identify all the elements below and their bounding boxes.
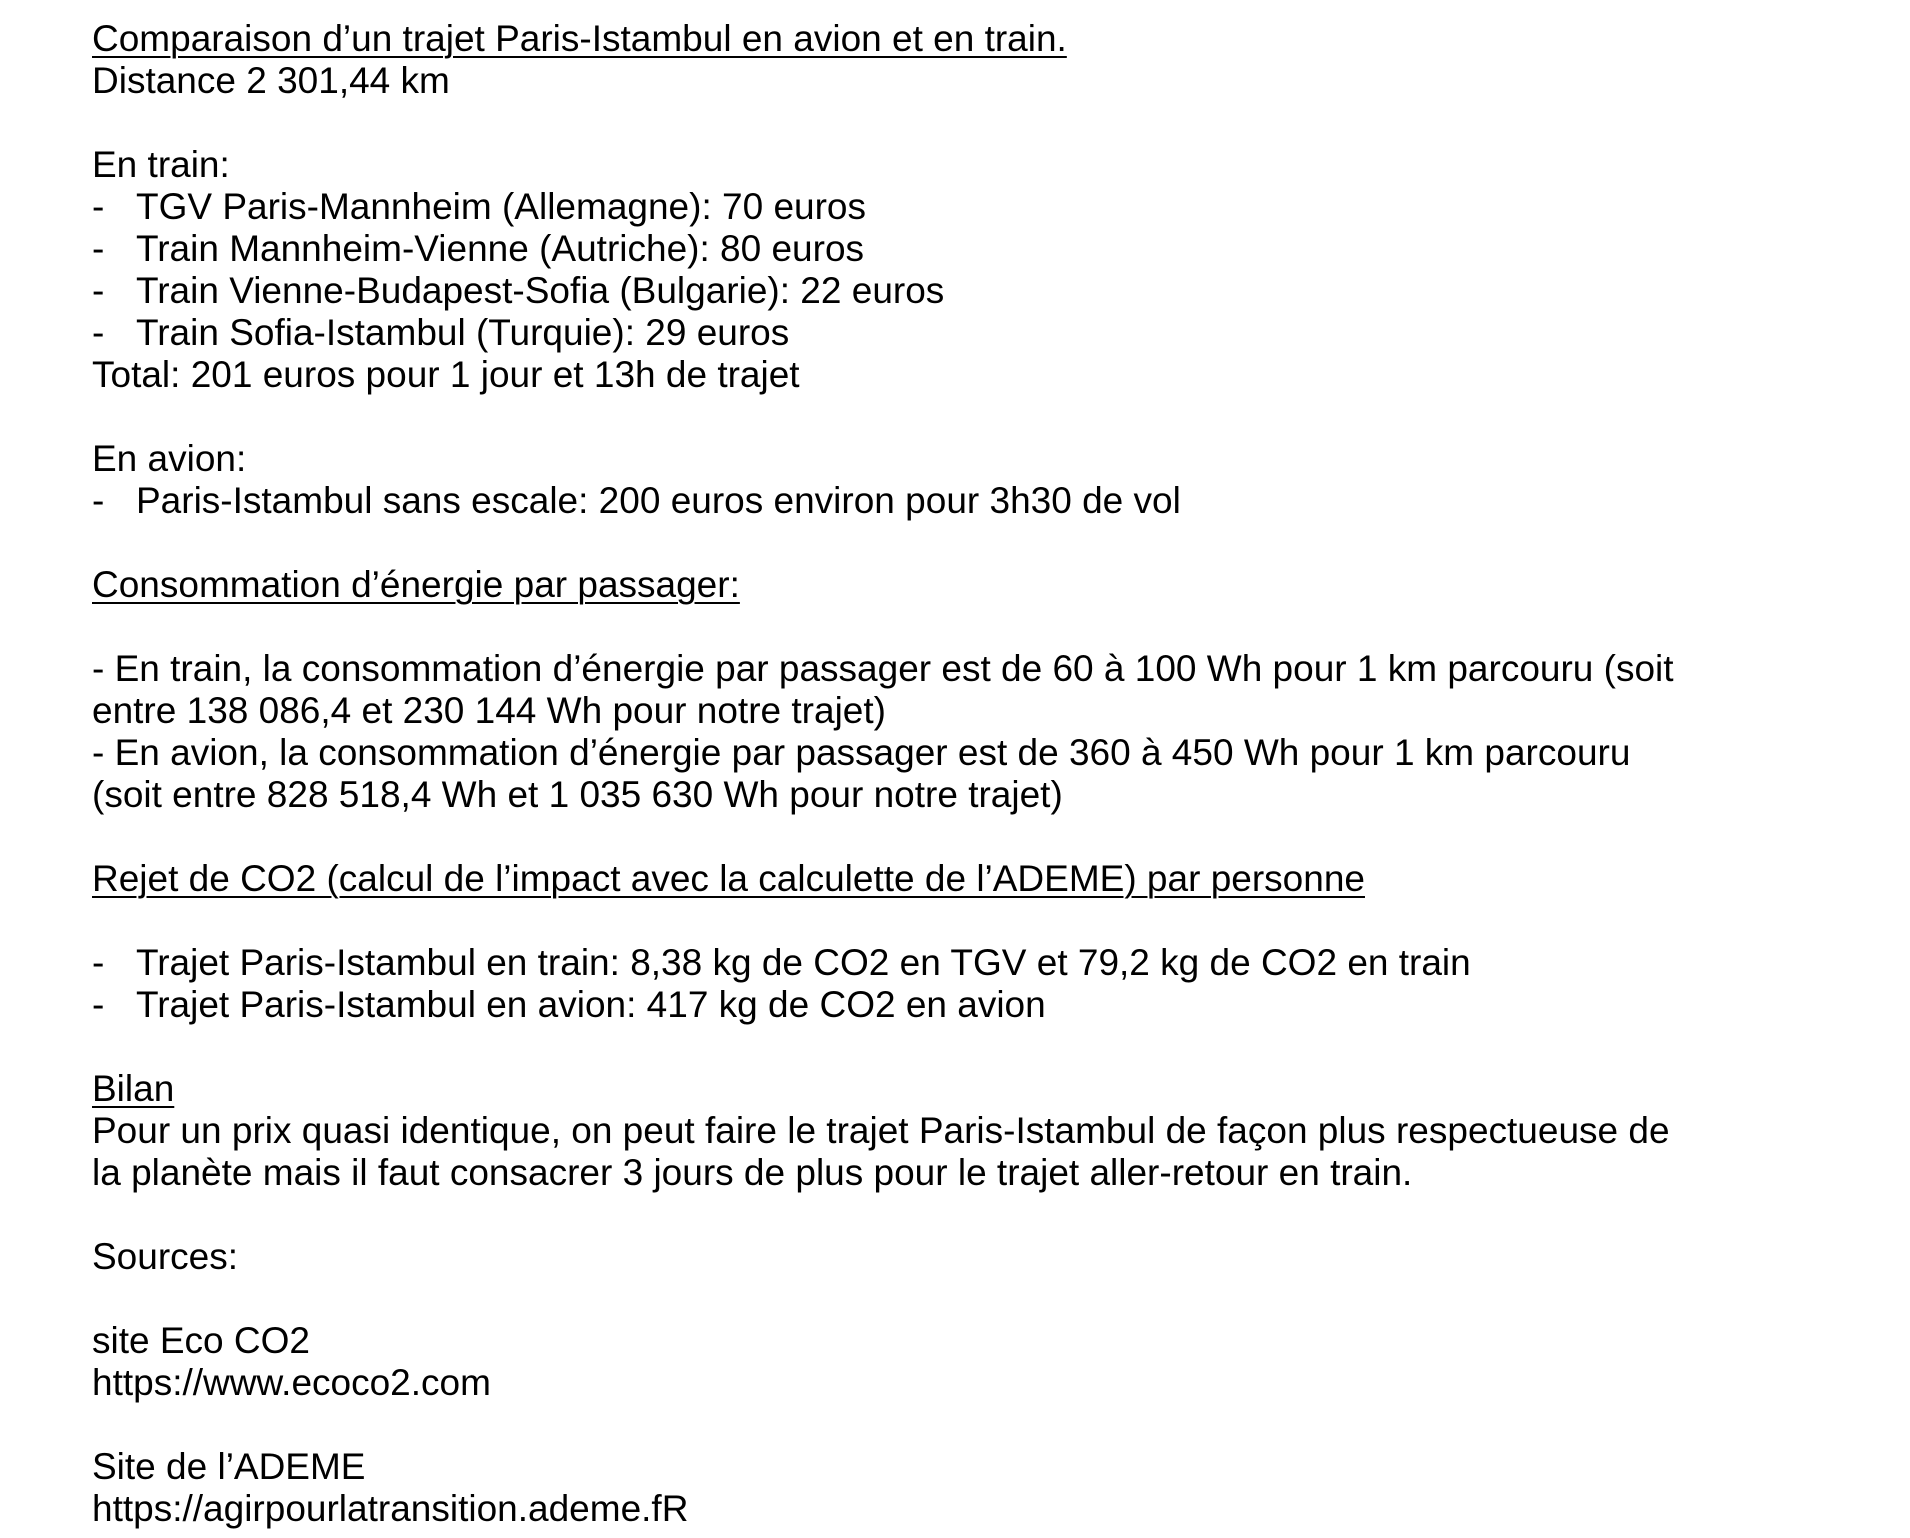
list-item bbox=[92, 228, 1872, 270]
document-title: Comparaison d’un trajet Paris-Istambul en avion et en train. bbox=[92, 18, 1067, 59]
list-dash: - bbox=[92, 984, 105, 1025]
list-item bbox=[92, 186, 1872, 228]
spacer bbox=[92, 1194, 1872, 1236]
list-item bbox=[92, 312, 1872, 354]
spacer bbox=[92, 522, 1872, 564]
bilan-line-1: Pour un prix quasi identique, on peut faire le trajet Paris-Istambul de façon plus respectueuse de bbox=[92, 1110, 1670, 1151]
list-item-text: Train Vienne-Budapest-Sofia (Bulgarie): 22 euros bbox=[136, 270, 945, 311]
co2-heading: Rejet de CO2 (calcul de l’impact avec la calculette de l’ADEME) par personne bbox=[92, 858, 1365, 899]
energy-heading: Consommation d’énergie par passager: bbox=[92, 564, 740, 605]
list-item-text: Trajet Paris-Istambul en train: 8,38 kg de CO2 en TGV et 79,2 kg de CO2 en train bbox=[136, 942, 1471, 983]
energy-train-line-1: - En train, la consommation d’énergie par passager est de 60 à 100 Wh pour 1 km parcouru (soit bbox=[92, 648, 1674, 689]
list-item bbox=[92, 270, 1872, 312]
source-name: site Eco CO2 bbox=[92, 1320, 310, 1361]
list-dash: - bbox=[92, 186, 105, 227]
spacer bbox=[92, 606, 1872, 648]
list-dash: - bbox=[92, 480, 105, 521]
list-dash: - bbox=[92, 270, 105, 311]
list-item-text: Train Mannheim-Vienne (Autriche): 80 euros bbox=[136, 228, 865, 269]
list-item-text: Trajet Paris-Istambul en avion: 417 kg de CO2 en avion bbox=[136, 984, 1046, 1025]
source-name: Site de l’ADEME bbox=[92, 1446, 366, 1487]
spacer bbox=[92, 1404, 1872, 1446]
list-item-text: Paris-Istambul sans escale: 200 euros environ pour 3h30 de vol bbox=[136, 480, 1181, 521]
bilan-heading: Bilan bbox=[92, 1068, 175, 1109]
plane-heading: En avion: bbox=[92, 438, 247, 479]
spacer bbox=[92, 102, 1872, 144]
energy-plane-line-2: (soit entre 828 518,4 Wh et 1 035 630 Wh pour notre trajet) bbox=[92, 774, 1063, 815]
distance-text: Distance 2 301,44 km bbox=[92, 60, 450, 101]
spacer bbox=[92, 396, 1872, 438]
list-item-text: TGV Paris-Mannheim (Allemagne): 70 euros bbox=[136, 186, 867, 227]
spacer bbox=[92, 900, 1872, 942]
spacer bbox=[92, 816, 1872, 858]
list-item-text: Train Sofia-Istambul (Turquie): 29 euros bbox=[136, 312, 790, 353]
spacer bbox=[92, 1278, 1872, 1320]
train-total: Total: 201 euros pour 1 jour et 13h de trajet bbox=[92, 354, 800, 395]
list-dash: - bbox=[92, 228, 105, 269]
document-body bbox=[92, 18, 1872, 1530]
source-url[interactable]: https://www.ecoco2.com bbox=[92, 1362, 491, 1403]
train-heading: En train: bbox=[92, 144, 230, 185]
list-dash: - bbox=[92, 312, 105, 353]
list-item bbox=[92, 984, 1872, 1026]
energy-train-line-2: entre 138 086,4 et 230 144 Wh pour notre trajet) bbox=[92, 690, 886, 731]
list-item bbox=[92, 942, 1872, 984]
list-item bbox=[92, 480, 1872, 522]
sources-heading: Sources: bbox=[92, 1236, 239, 1277]
source-url[interactable]: https://agirpourlatransition.ademe.fR bbox=[92, 1488, 689, 1529]
bilan-line-2: la planète mais il faut consacrer 3 jours de plus pour le trajet aller-retour en train. bbox=[92, 1152, 1413, 1193]
spacer bbox=[92, 1026, 1872, 1068]
energy-plane-line-1: - En avion, la consommation d’énergie par passager est de 360 à 450 Wh pour 1 km parcouru bbox=[92, 732, 1631, 773]
list-dash: - bbox=[92, 942, 105, 983]
